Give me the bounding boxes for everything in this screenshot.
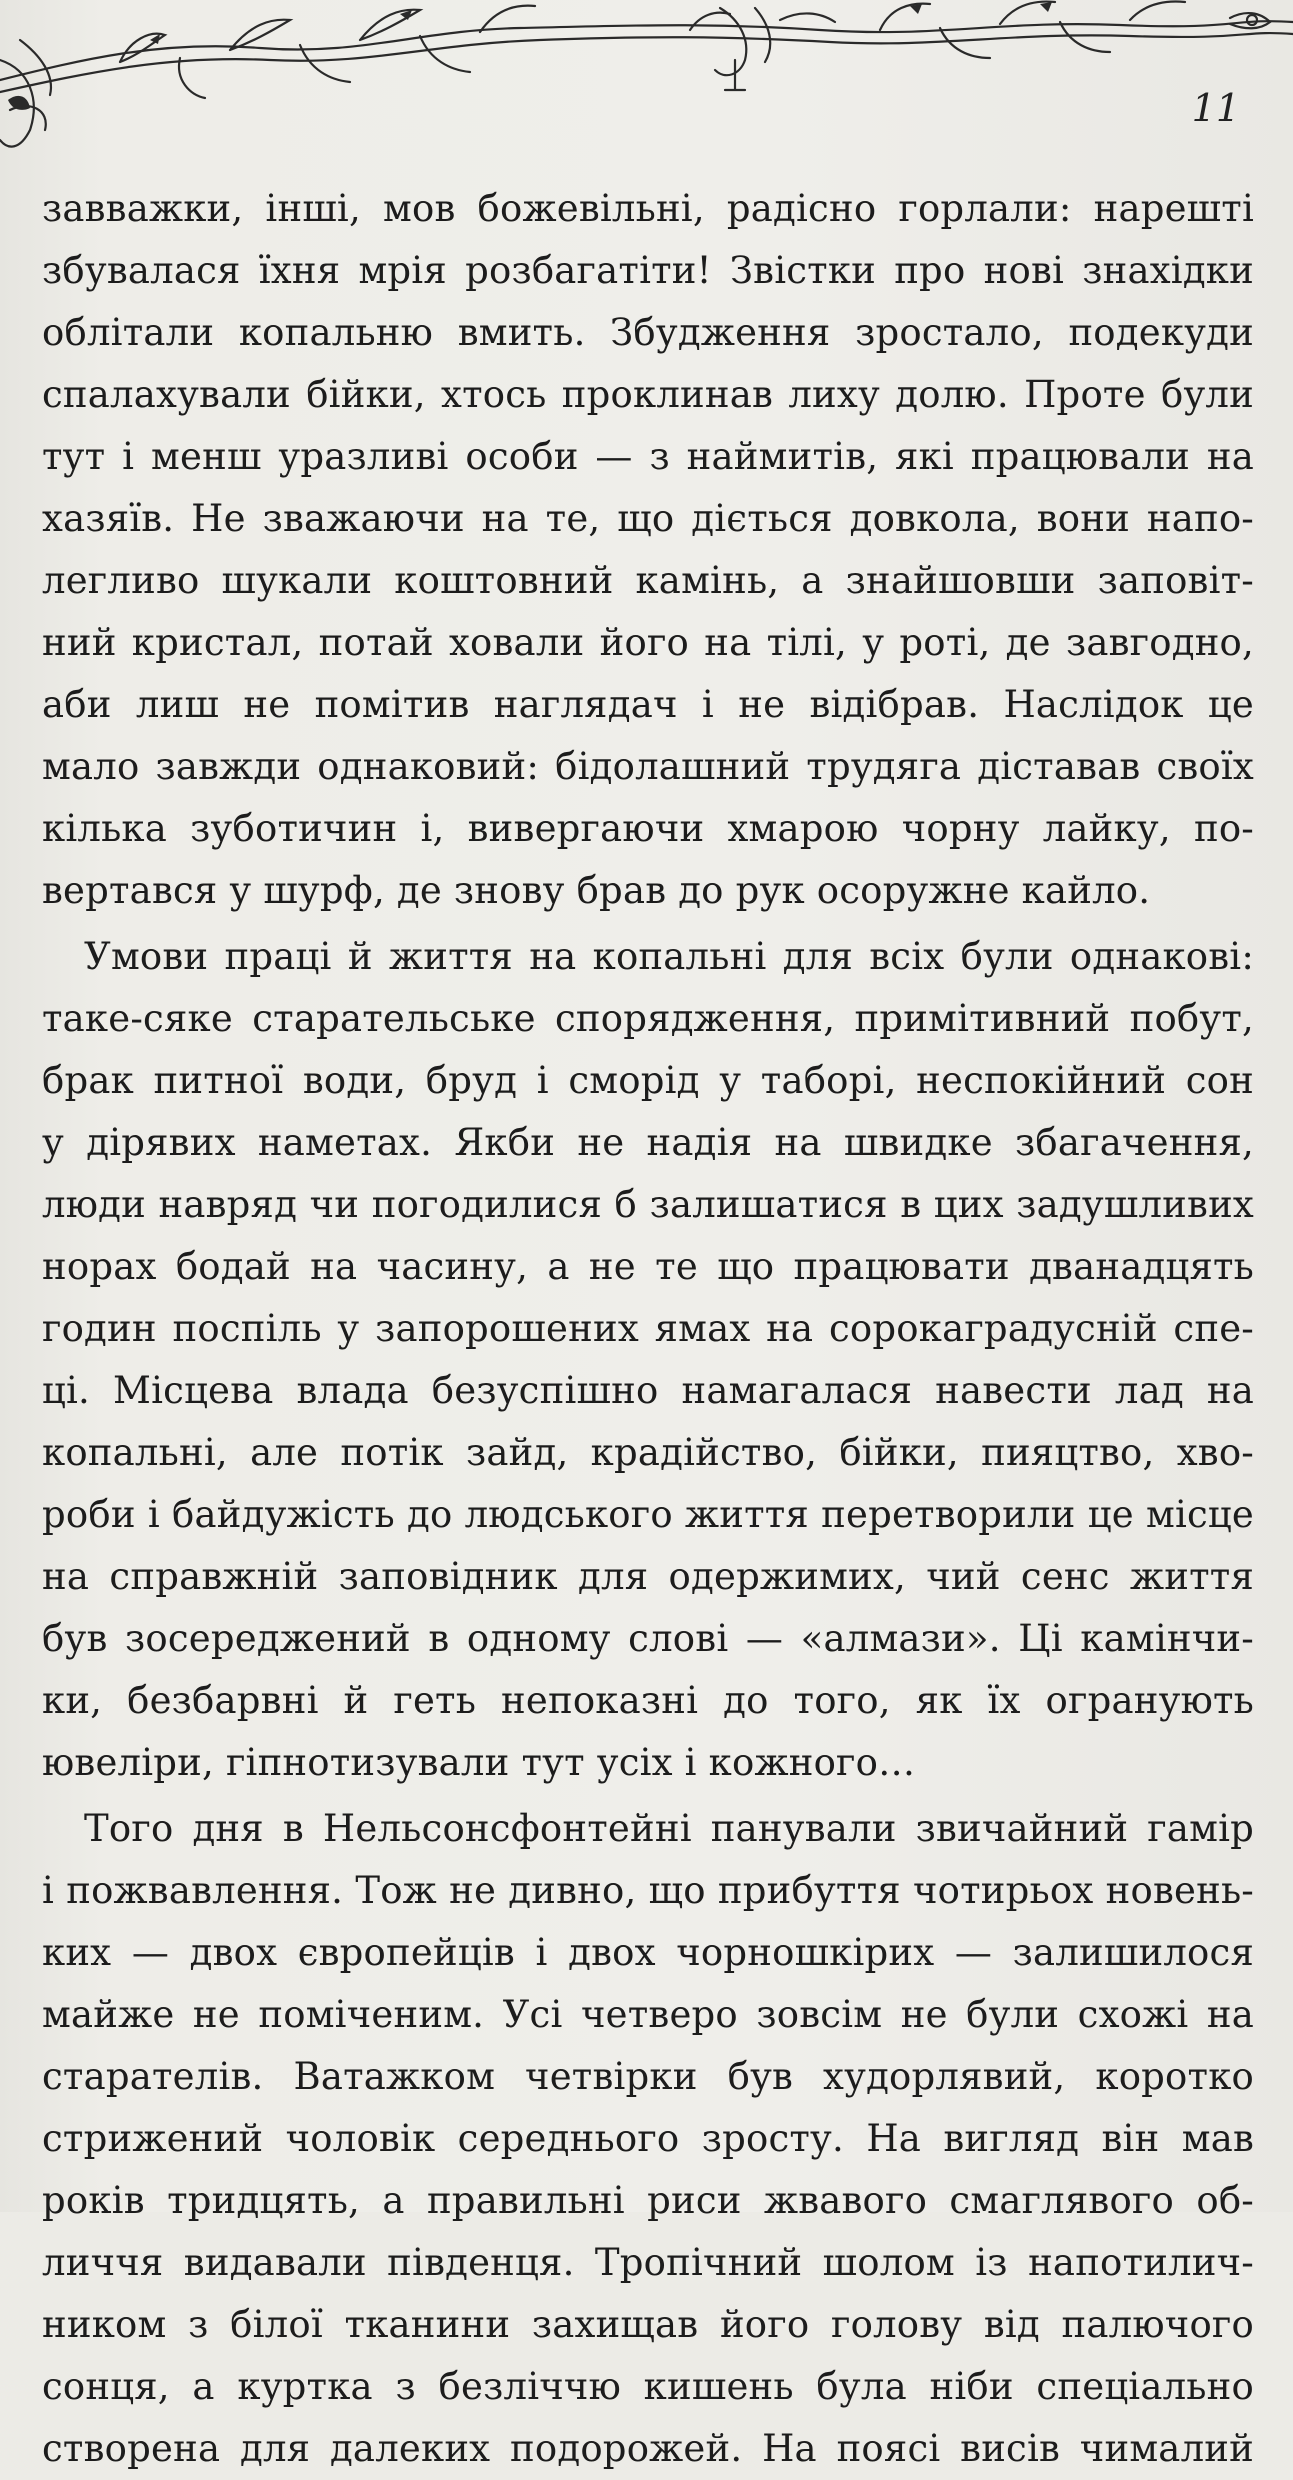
text-line: брак питної води, бруд і сморід у таборі, неспокійний сон	[42, 1059, 1254, 1102]
text-line: кілька зуботичин і, вивергаючи хмарою чорну лайку, по-	[42, 807, 1254, 850]
text-line: старателів. Ватажком четвірки був худорлявий, коротко	[42, 2055, 1254, 2098]
text-line: копальні, але потік зайд, крадійство, бійки, пияцтво, хво-	[42, 1431, 1254, 1474]
text-line: Того дня в Нельсонсфонтейні панували звичайний гамір	[84, 1807, 1254, 1850]
text-line: ником з білої тканини захищав його голову від палючого	[42, 2303, 1254, 2346]
text-line: і пожвавлення. Тож не дивно, що прибуття чотирьох новень-	[42, 1869, 1254, 1912]
text-line: у дірявих наметах. Якби не надія на швидке збагачення,	[42, 1121, 1254, 1164]
text-line: мало завжди однаковий: бідолашний трудяга діставав своїх	[42, 745, 1254, 788]
paragraph	[42, 178, 1254, 922]
text-line: норах бодай на часину, а не те що працювати дванадцять	[42, 1245, 1254, 1288]
text-line: стрижений чоловік середнього зросту. На вигляд він мав	[42, 2117, 1254, 2160]
text-line: ці. Місцева влада безуспішно намагалася навести лад на	[42, 1369, 1254, 1412]
text-line: ювеліри, гіпнотизували тут усіх і кожного…	[42, 1741, 916, 1784]
text-line: Умови праці й життя на копальні для всіх були однакові:	[84, 935, 1254, 978]
text-line: на справжній заповідник для одержимих, чий сенс життя	[42, 1555, 1254, 1598]
paragraph	[42, 1798, 1254, 2480]
body-text	[42, 178, 1254, 2480]
text-line: був зосереджений в одному слові — «алмази». Ці камінчи-	[42, 1617, 1254, 1660]
text-line: аби лиш не помітив наглядач і не відібрав. Наслідок це	[42, 683, 1254, 726]
text-line: ний кристал, потай ховали його на тілі, у роті, де завгодно,	[42, 621, 1254, 664]
text-line: таке-сяке старательське спорядження, примітивний побут,	[42, 997, 1254, 1040]
paragraph	[42, 926, 1254, 1794]
text-line: вертався у шурф, де знову брав до рук осоружне кайло.	[42, 869, 1151, 912]
text-line: майже не поміченим. Усі четверо зовсім не були схожі на	[42, 1993, 1254, 2036]
text-line: люди навряд чи погодилися б залишатися в цих задушливих	[42, 1183, 1254, 1226]
text-line: сонця, а куртка з безліччю кишень була ніби спеціально	[42, 2365, 1254, 2408]
text-line: завважки, інші, мов божевільні, радісно горлали: нарешті	[42, 187, 1254, 230]
text-line: облітали копальню вмить. Збудження зростало, подекуди	[42, 311, 1254, 354]
text-line: легливо шукали коштовний камінь, а знайшовши заповіт-	[42, 559, 1254, 602]
page-number: 11	[1191, 86, 1240, 130]
text-line: років тридцять, а правильні риси жвавого смаглявого об-	[42, 2179, 1254, 2222]
botanical-ornament-icon	[0, 0, 1293, 170]
text-line: хазяїв. Не зважаючи на те, що діється довкола, вони напо-	[42, 497, 1254, 540]
text-line: годин поспіль у запорошених ямах на сорокаградусній спе-	[42, 1307, 1254, 1350]
text-line: личчя видавали південця. Тропічний шолом із напотилич-	[42, 2241, 1254, 2284]
text-line: створена для далеких подорожей. На поясі висів чималий	[42, 2427, 1254, 2470]
text-line: роби і байдужість до людського життя перетворили це місце	[42, 1493, 1254, 1536]
text-line: ки, безбарвні й геть непоказні до того, як їх огранують	[42, 1679, 1254, 1722]
text-line: збувалася їхня мрія розбагатіти! Звістки про нові знахідки	[42, 249, 1254, 292]
text-line: спалахували бійки, хтось проклинав лиху долю. Проте були	[42, 373, 1254, 416]
text-line: ких — двох європейців і двох чорношкірих — залишилося	[42, 1931, 1254, 1974]
text-line: тут і менш уразливі особи — з наймитів, які працювали на	[42, 435, 1254, 478]
